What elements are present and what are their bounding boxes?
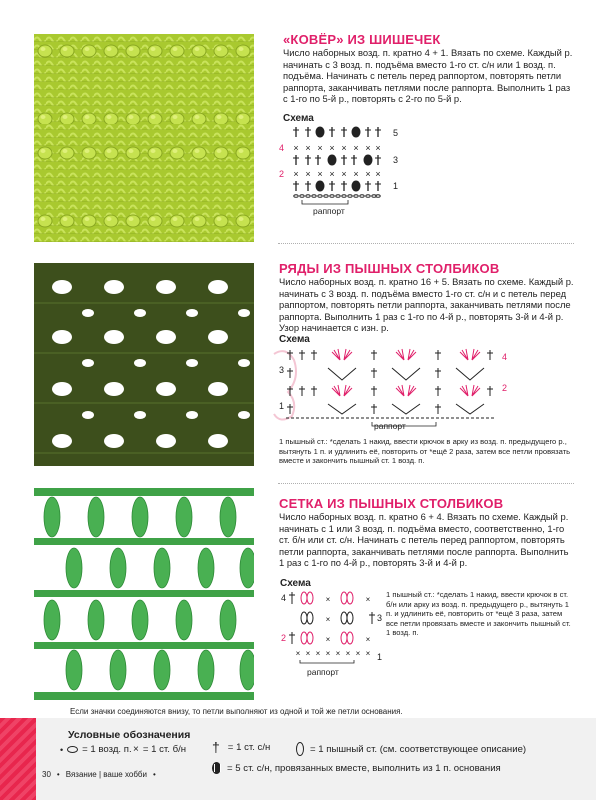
svg-text:×: ×: [305, 649, 311, 658]
legend-item-cluster: [212, 762, 501, 774]
section3-row-number-left-2: 2: [281, 633, 287, 643]
red-side-strip: [0, 718, 36, 800]
swatch-photo-bobble-carpet: [34, 34, 254, 242]
section2-rapport-label: раппорт: [374, 421, 406, 431]
svg-text:×: ×: [325, 595, 331, 604]
section3-text: Число наборных возд. п. кратно 6 + 4. Вязать по схеме. Каждый р. начинать с 1 или 3 возд. п. подъёма вместо, соответственно, 1-го ст. б/н или ст. с/н. Начинать с петель перед раппортом, повторять петли раппорта, заканчивать петлями после раппорта. Выполнить 1 раз с 1-го по 4-й р., повторять 3-й и 4-й р.: [279, 511, 569, 569]
section1-row-number-right-1: 1: [393, 181, 399, 191]
section2-row-number-right-2: 2: [502, 383, 508, 393]
section1-chain-row: [294, 195, 380, 198]
section1-scheme-diagram: [278, 124, 398, 219]
join-note: Если значки соединяются внизу, то петли выполняют из одной и той же петли основания.: [70, 707, 403, 716]
svg-text:×: ×: [325, 649, 331, 658]
legend-item-dc: [212, 740, 270, 754]
section2-note: 1 пышный ст.: *сделать 1 накид, ввести крючок в арку из возд. п. предыдущего р., вытянуть 1 п. и удлинить её, повторить от *ещё 2 раза, затем все петли провязать вместе и закончить пышный ст. 1 возд. п.: [279, 437, 571, 466]
svg-text:×: ×: [341, 143, 347, 153]
svg-text:×: ×: [365, 169, 371, 179]
swatch-photo-puff-rows: [34, 263, 254, 466]
section1-row2-symbols: [293, 169, 380, 179]
section1-row5-symbols: [293, 127, 381, 137]
section3-rapport-label: раппорт: [307, 667, 339, 677]
svg-text:×: ×: [317, 143, 323, 153]
section1-row-number-left-2: 2: [279, 169, 285, 179]
svg-text:×: ×: [353, 143, 359, 153]
legend-title: Условные обозначения: [68, 729, 191, 741]
legend-item-sc: [133, 744, 186, 755]
legend-item-puff: [296, 742, 526, 756]
svg-text:×: ×: [341, 169, 347, 179]
legend-item-dc-label: = 1 ст. с/н: [227, 741, 271, 753]
svg-text:×: ×: [365, 595, 371, 604]
svg-text:×: ×: [355, 649, 361, 658]
footer-dot-icon: •: [152, 770, 156, 779]
footer-magazine-name: Вязание | ваше хобби: [65, 770, 147, 779]
svg-text:×: ×: [293, 169, 299, 179]
svg-text:×: ×: [293, 143, 299, 153]
svg-text:×: ×: [353, 169, 359, 179]
section3-rapport-bracket: [300, 660, 354, 663]
section1-scheme-label: Схема: [283, 113, 314, 124]
section2-text: Число наборных возд. п. кратно 16 + 5. Вязать по схеме. Каждый р. начинать с 3 возд. п. подъёма вместо 1-го ст. с/н и с петель перед раппортом, повторять петли раппорта, заканчивать петлями после раппорта. Выполнить 1 раз с 1-го по 4-й р., повторять 3-й и 4-й р. Узор начинается с изн. р.: [279, 276, 574, 334]
legend-item-sc-label: = 1 ст. б/н: [142, 744, 187, 755]
svg-text:×: ×: [345, 649, 351, 658]
svg-text:×: ×: [325, 615, 331, 624]
chain-stitch-icon: [67, 746, 78, 753]
svg-text:×: ×: [375, 143, 381, 153]
section2-title: РЯДЫ ИЗ ПЫШНЫХ СТОЛБИКОВ: [279, 261, 500, 276]
svg-text:×: ×: [365, 649, 371, 658]
single-crochet-icon: ×: [133, 744, 139, 755]
section2-scheme-label: Схема: [279, 334, 310, 345]
svg-text:×: ×: [325, 635, 331, 644]
section3-note: 1 пышный ст.: *сделать 1 накид, ввести крючок в ст. б/н или арку из возд. п. предыдущего р., вытянуть 1 п. и удлинить её, повторить от *ещё 3 раза, затем все петли провязать вместе и закончить пышный ст. 1 возд. п.: [386, 590, 571, 638]
section2-row2-stitches: [287, 386, 493, 396]
section1-title: «КОВЁР» ИЗ ШИШЕЧЕК: [283, 32, 441, 47]
svg-text:×: ×: [295, 649, 301, 658]
section2-row1-chains: [287, 404, 484, 414]
svg-text:×: ×: [329, 143, 335, 153]
section3-scheme-label: Схема: [280, 578, 311, 589]
divider-2: [278, 483, 574, 484]
divider-1: [278, 243, 574, 244]
section1-row-number-right-5: 5: [393, 128, 399, 138]
section1-row4-symbols: [293, 143, 380, 153]
legend-item-chain-label: = 1 возд. п.: [82, 744, 132, 755]
section3-row-number-right-3: 3: [377, 613, 383, 623]
section1-row-number-left-4: 4: [279, 143, 285, 153]
legend-item-chain: [60, 744, 132, 755]
section1-rapport-bracket: [302, 200, 348, 204]
puff-stitch-icon: [296, 742, 304, 756]
section3-row3-puffs: [301, 612, 375, 624]
section3-row-number-left-4: 4: [281, 593, 287, 603]
section3-row4-puffs: [289, 592, 371, 604]
svg-text:×: ×: [315, 649, 321, 658]
section2-row4-puffs: [332, 349, 480, 360]
svg-text:×: ×: [335, 649, 341, 658]
svg-text:×: ×: [305, 169, 311, 179]
swatch-photo-puff-mesh: [34, 488, 254, 700]
section3-row1-stitches: [296, 649, 371, 658]
section2-row-number-left-3: 3: [279, 365, 285, 375]
cluster-stitch-icon: [212, 762, 221, 774]
section1-row3-symbols: [293, 155, 381, 165]
section2-row2-puffs: [332, 385, 480, 396]
legend-item-puff-label: = 1 пышный ст. (см. соответствующее описание): [310, 743, 527, 755]
svg-text:×: ×: [365, 143, 371, 153]
legend-item-cluster-label: = 5 ст. с/н, провязанных вместе, выполнить из 1 п. основания: [227, 762, 501, 774]
section1-rapport-label: раппорт: [313, 206, 345, 216]
section2-row-number-left-1: 1: [279, 401, 285, 411]
double-crochet-icon: †: [212, 739, 220, 755]
section1-text: Число наборных возд. п. кратно 4 + 1. Вязать по схеме. Каждый р. начинать с 3 возд. п. подъёма вместо 1-го ст. с/н или 1 возд. п. подъёма. Начинать с петель перед раппортом, повторять петли раппорта, заканчивать петлями после раппорта. Выполнить 1 раз с 1-го по 5-й р., повторять с 2-го по 5-й р.: [283, 47, 573, 105]
section1-row1-symbols: [293, 181, 381, 191]
section2-row-number-right-4: 4: [502, 352, 508, 362]
footer: [42, 770, 156, 779]
bullet-icon: •: [60, 744, 64, 755]
svg-text:×: ×: [365, 635, 371, 644]
section2-row4-stitches: [287, 350, 493, 360]
page-number: 30: [42, 770, 51, 779]
section3-row-number-right-1: 1: [377, 652, 383, 662]
section1-row-number-right-3: 3: [393, 155, 399, 165]
section2-row3-chains: [287, 368, 484, 380]
section3-scheme-diagram: [284, 588, 384, 664]
svg-text:×: ×: [305, 143, 311, 153]
section3-row2-puffs: [289, 632, 371, 644]
svg-text:×: ×: [317, 169, 323, 179]
footer-dot-icon: •: [56, 770, 60, 779]
section3-title: СЕТКА ИЗ ПЫШНЫХ СТОЛБИКОВ: [279, 496, 504, 511]
svg-text:×: ×: [375, 169, 381, 179]
svg-text:×: ×: [329, 169, 335, 179]
